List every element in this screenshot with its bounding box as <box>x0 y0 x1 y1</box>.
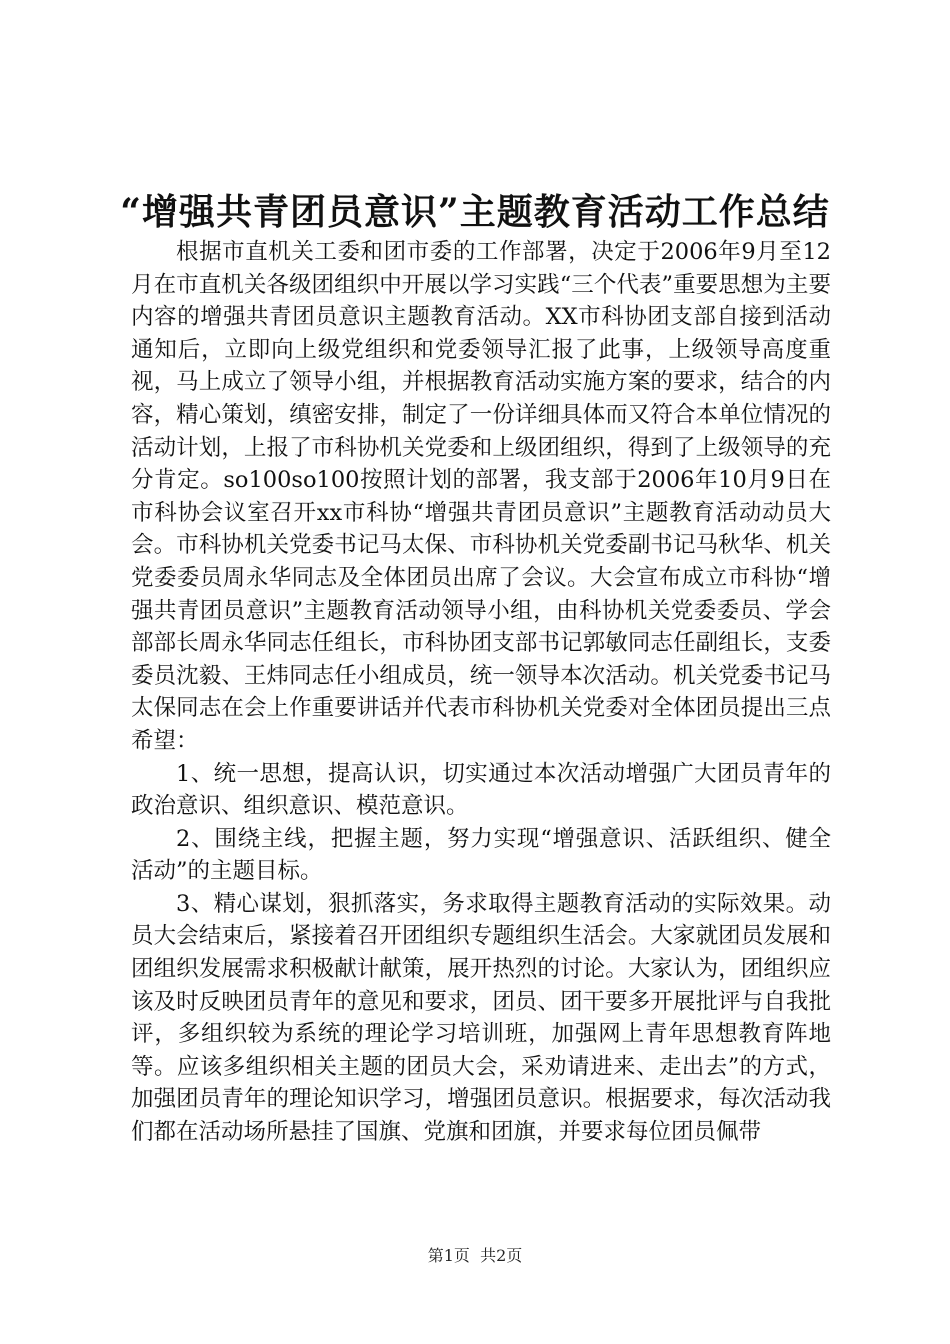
page-number: 第1页 <box>427 1246 470 1265</box>
document-body <box>131 236 831 1149</box>
footer-spacer <box>470 1246 480 1265</box>
paragraph-hope-3: 3、精心谋划，狠抓落实，务求取得主题教育活动的实际效果。动员大会结束后，紧接着召开团组织专题组织生活会。大家就团员发展和团组织发展需求积极献计献策，展开热烈的讨论。大家认为，团组织应该及时反映团员青年的意见和要求，团员、团干要多开展批评与自我批评，多组织较为系统的理论学习培训班，加强网上青年思想教育阵地等。应该多组织相关主题的团员大会，采劝请进来、走出去”的方式，加强团员青年的理论知识学习，增强团员意识。根据要求，每次活动我们都在活动场所悬挂了国旗、党旗和团旗，并要求每位团员佩带 <box>131 890 831 1146</box>
document-title: “增强共青团员意识”主题教育活动工作总结 <box>120 191 830 233</box>
paragraph-hope-1: 1、统一思想，提高认识，切实通过本次活动增强广大团员青年的政治意识、组织意识、模范意识。 <box>131 760 831 820</box>
paragraph-hope-2: 2、围绕主线，把握主题，努力实现“增强意识、活跃组织、健全活动”的主题目标。 <box>131 825 831 885</box>
page-total: 共2页 <box>480 1246 523 1265</box>
page-footer <box>0 1245 950 1267</box>
paragraph-intro: 根据市直机关工委和团市委的工作部署，决定于2006年9月至12月在市直机关各级团组织中开展以学习实践“三个代表”重要思想为主要内容的增强共青团员意识主题教育活动。XX市科协团支部自接到活动通知后，立即向上级党组织和党委领导汇报了此事，上级领导高度重视，马上成立了领导小组，并根据教育活动实施方案的要求，结合的内容，精心策划，缜密安排，制定了一份详细具体而又符合本单位情况的活动计划，上报了市科协机关党委和上级团组织，得到了上级领导的充分肯定。so100so100按照计划的部署，我支部于2006年10月9日在市科协会议室召开xx市科协“增强共青团员意识”主题教育活动动员大会。市科协机关党委书记马太保、市科协机关党委副书记马秋华、机关党委委员周永华同志及全体团员出席了会议。大会宣布成立市科协“增强共青团员意识”主题教育活动领导小组，由科协机关党委委员、学会部部长周永华同志任组长，市科协团支部书记郭敏同志任副组长，支委委员沈毅、王炜同志任小组成员，统一领导本次活动。机关党委书记马太保同志在会上作重要讲话并代表市科协机关党委对全体团员提出三点希望： <box>131 239 831 754</box>
